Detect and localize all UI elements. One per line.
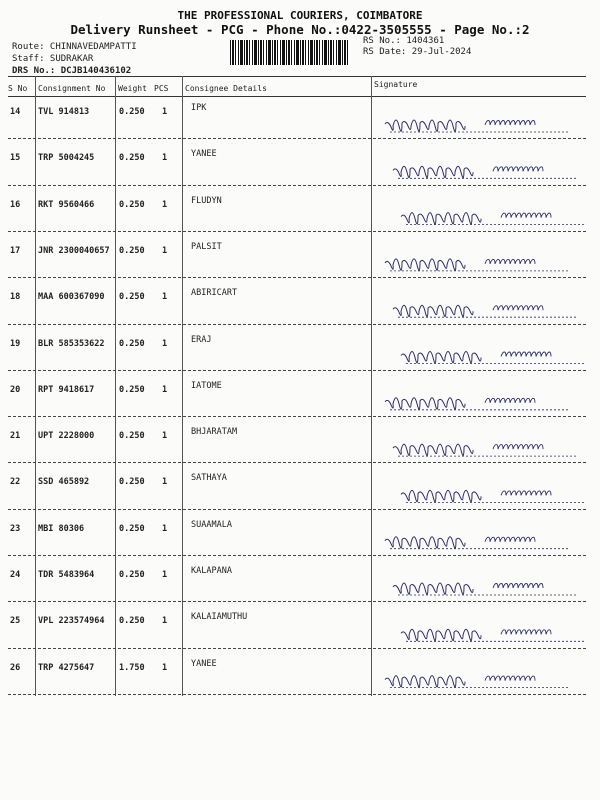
cell-weight: 0.250 <box>119 199 145 210</box>
cell-consignee: IPK <box>191 103 207 113</box>
cell-consignment: TDR 5483964 <box>38 570 95 580</box>
cell-consignment: UPT 2228000 <box>38 431 95 442</box>
cell-consignee: PALSIT <box>191 241 222 252</box>
cell-consignee: BHJARATAM <box>191 427 238 438</box>
cell-consignee: KALAPANA <box>191 566 232 576</box>
col-header-weight: Weight <box>118 84 147 93</box>
cell-pcs: 1 <box>162 153 168 164</box>
cell-weight: 0.250 <box>119 616 145 627</box>
cell-consignee: SUAAMALA <box>191 519 232 530</box>
handwritten-signature <box>393 305 578 317</box>
cell-sno: 16 <box>10 199 21 210</box>
cell-pcs: 1 <box>162 523 168 534</box>
handwritten-signature <box>385 120 570 132</box>
staff-label: Staff: SUDRAKAR <box>12 54 94 64</box>
cell-pcs: 1 <box>162 570 168 580</box>
cell-consignment: JNR 2300040657 <box>38 245 110 256</box>
cell-consignee: KALAIAMUTHU <box>191 612 248 623</box>
cell-pcs: 1 <box>162 662 168 673</box>
handwritten-signature <box>401 352 586 364</box>
cell-consignee: FLUDYN <box>191 195 222 206</box>
cell-consignee: IATOME <box>191 380 222 391</box>
cell-pcs: 1 <box>162 292 168 303</box>
cell-weight: 0.250 <box>119 523 145 534</box>
cell-weight: 0.250 <box>119 384 145 395</box>
cell-weight: 0.250 <box>119 153 145 164</box>
cell-weight: 0.250 <box>119 338 145 349</box>
cell-weight: 0.250 <box>119 477 145 488</box>
cell-consignment: VPL 223574964 <box>38 616 105 627</box>
cell-consignment: TRP 4275647 <box>38 662 95 673</box>
cell-sno: 25 <box>10 616 21 627</box>
cell-consignment: RPT 9418617 <box>38 384 95 395</box>
cell-sno: 24 <box>10 570 21 580</box>
cell-sno: 23 <box>10 523 21 534</box>
col-header-consignee: Consignee Details <box>185 84 267 93</box>
rs-number: RS No.: 1404361 <box>363 36 445 46</box>
cell-weight: 0.250 <box>119 292 145 303</box>
handwritten-signature <box>393 166 578 178</box>
cell-pcs: 1 <box>162 199 168 210</box>
cell-sno: 17 <box>10 245 21 256</box>
cell-sno: 15 <box>10 153 21 164</box>
cell-sno: 21 <box>10 431 21 442</box>
col-header-sno: S No <box>8 84 28 93</box>
drs-number: DRS No.: DCJB140436102 <box>12 66 132 76</box>
cell-consignee: SATHAYA <box>191 473 227 484</box>
handwritten-signature <box>385 259 570 271</box>
runsheet-title: Delivery Runsheet - PCG - Phone No.:0422-3505555 - Page No.:2 <box>70 22 530 37</box>
cell-consignment: MAA 600367090 <box>38 292 105 303</box>
rs-date: RS Date: 29-Jul-2024 <box>363 47 472 57</box>
cell-consignee: ERAJ <box>191 334 212 345</box>
cell-sno: 18 <box>10 292 21 303</box>
table-bottom-rule <box>8 694 586 695</box>
route-label: Route: CHINNAVEDAMPATTI <box>12 42 137 52</box>
cell-pcs: 1 <box>162 338 168 349</box>
handwritten-signature <box>385 676 570 688</box>
col-header-consignment: Consignment No <box>38 84 106 93</box>
cell-weight: 0.250 <box>119 431 145 442</box>
cell-weight: 0.250 <box>119 570 145 580</box>
handwritten-signature <box>393 583 578 595</box>
cell-sno: 20 <box>10 384 21 395</box>
cell-consignment: TRP 5004245 <box>38 153 95 164</box>
cell-pcs: 1 <box>162 477 168 488</box>
cell-consignee: ABIRICART <box>191 288 238 299</box>
cell-sno: 26 <box>10 662 21 673</box>
cell-pcs: 1 <box>162 107 168 117</box>
cell-sno: 22 <box>10 477 21 488</box>
cell-weight: 1.750 <box>119 662 145 673</box>
handwritten-signature <box>401 629 586 641</box>
cell-consignment: TVL 914813 <box>38 107 90 117</box>
cell-consignment: MBI 80306 <box>38 523 85 534</box>
cell-consignment: SSD 465892 <box>38 477 90 488</box>
cell-pcs: 1 <box>162 245 168 256</box>
cell-consignment: RKT 9560466 <box>38 199 95 210</box>
cell-sno: 19 <box>10 338 21 349</box>
handwritten-signature <box>385 398 570 410</box>
handwritten-signature <box>385 537 570 549</box>
cell-consignee: YANEE <box>191 658 217 669</box>
handwritten-signature <box>401 213 586 225</box>
cell-weight: 0.250 <box>119 107 145 117</box>
cell-pcs: 1 <box>162 384 168 395</box>
cell-pcs: 1 <box>162 616 168 627</box>
cell-consignment: BLR 585353622 <box>38 338 105 349</box>
cell-pcs: 1 <box>162 431 168 442</box>
col-header-pcs: PCS <box>154 84 169 93</box>
cell-sno: 14 <box>10 107 21 117</box>
company-title: THE PROFESSIONAL COURIERS, COIMBATORE <box>177 9 423 22</box>
handwritten-signature <box>401 490 586 502</box>
cell-consignee: YANEE <box>191 149 217 160</box>
handwritten-signature <box>393 444 578 456</box>
col-header-signature: Signature <box>374 80 418 89</box>
cell-weight: 0.250 <box>119 245 145 256</box>
